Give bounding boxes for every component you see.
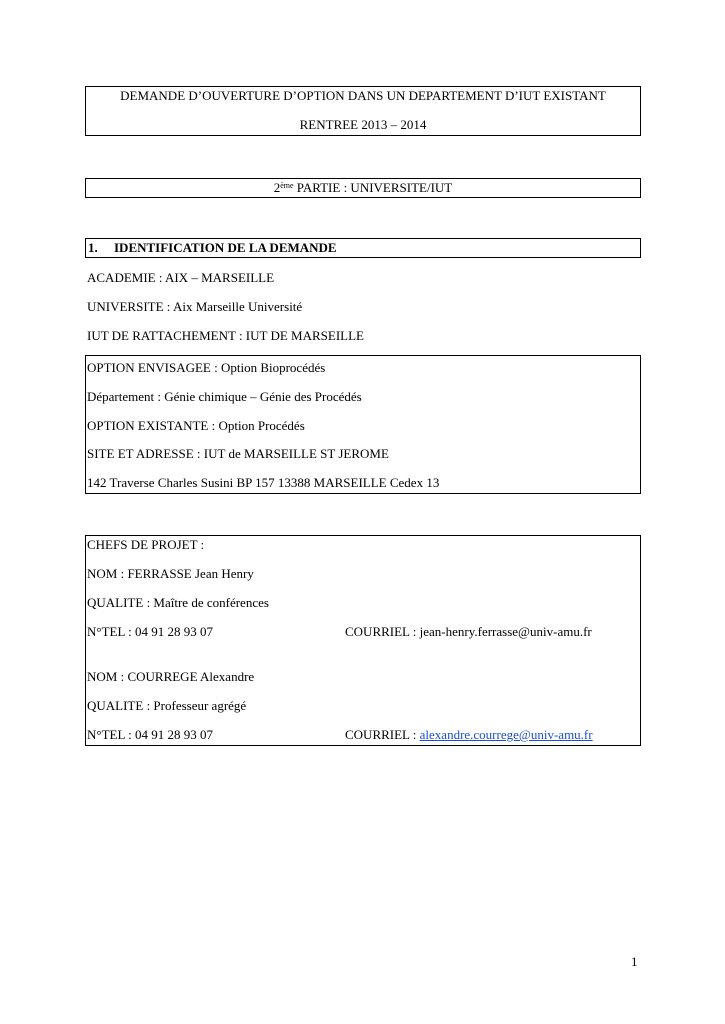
chefs-heading: CHEFS DE PROJET :: [87, 537, 205, 552]
section-number: 1.: [88, 240, 98, 255]
person-1-courriel-label: COURRIEL :: [345, 624, 420, 639]
person-2-courriel: [345, 727, 593, 743]
part-label: PARTIE : UNIVERSITE/IUT: [293, 180, 453, 195]
person-2-qualite: QUALITE : Professeur agrégé: [87, 698, 247, 713]
academie-line: ACADEMIE : AIX – MARSEILLE: [87, 270, 275, 285]
option-adresse: 142 Traverse Charles Susini BP 157 13388 MARSEILLE Cedex 13: [87, 475, 440, 490]
option-existante: OPTION EXISTANTE : Option Procédés: [87, 418, 305, 433]
page-number: 1: [631, 954, 638, 969]
part-box: [85, 178, 641, 198]
iut-line: IUT DE RATTACHEMENT : IUT DE MARSEILLE: [87, 328, 364, 343]
rentree-label: RENTREE 2013 – 2014: [299, 117, 427, 132]
universite-line: UNIVERSITE : Aix Marseille Université: [87, 299, 303, 314]
person-2-nom: NOM : COURREGE Alexandre: [87, 669, 255, 684]
person-2-email-link[interactable]: alexandre.courrege@univ-amu.fr: [419, 727, 593, 742]
person-2-courriel-label: COURRIEL :: [345, 727, 420, 742]
option-site: SITE ET ADRESSE : IUT de MARSEILLE ST JEROME: [87, 446, 389, 461]
option-envisagee: OPTION ENVISAGEE : Option Bioprocédés: [87, 360, 326, 375]
section-heading-box: [85, 238, 641, 258]
person-1-courriel: [345, 624, 592, 640]
chefs-box: [85, 535, 641, 746]
person-1-email: jean-henry.ferrasse@univ-amu.fr: [419, 624, 592, 639]
option-box: [85, 355, 641, 494]
option-departement: Département : Génie chimique – Génie des Procédés: [87, 389, 362, 404]
person-2-tel: N°TEL : 04 91 28 93 07: [87, 727, 214, 742]
section-title: IDENTIFICATION DE LA DEMANDE: [114, 240, 337, 255]
person-1-qualite: QUALITE : Maître de conférences: [87, 595, 269, 610]
header-box: [85, 86, 641, 136]
part-title: [86, 180, 640, 196]
document-title: DEMANDE D’OUVERTURE D’OPTION DANS UN DEPARTEMENT D’IUT EXISTANT: [120, 88, 606, 103]
person-1-nom: NOM : FERRASSE Jean Henry: [87, 566, 254, 581]
person-1-tel: N°TEL : 04 91 28 93 07: [87, 624, 214, 639]
part-number: 2: [273, 180, 281, 195]
part-superscript: ème: [280, 181, 294, 190]
section-heading: [88, 240, 337, 256]
